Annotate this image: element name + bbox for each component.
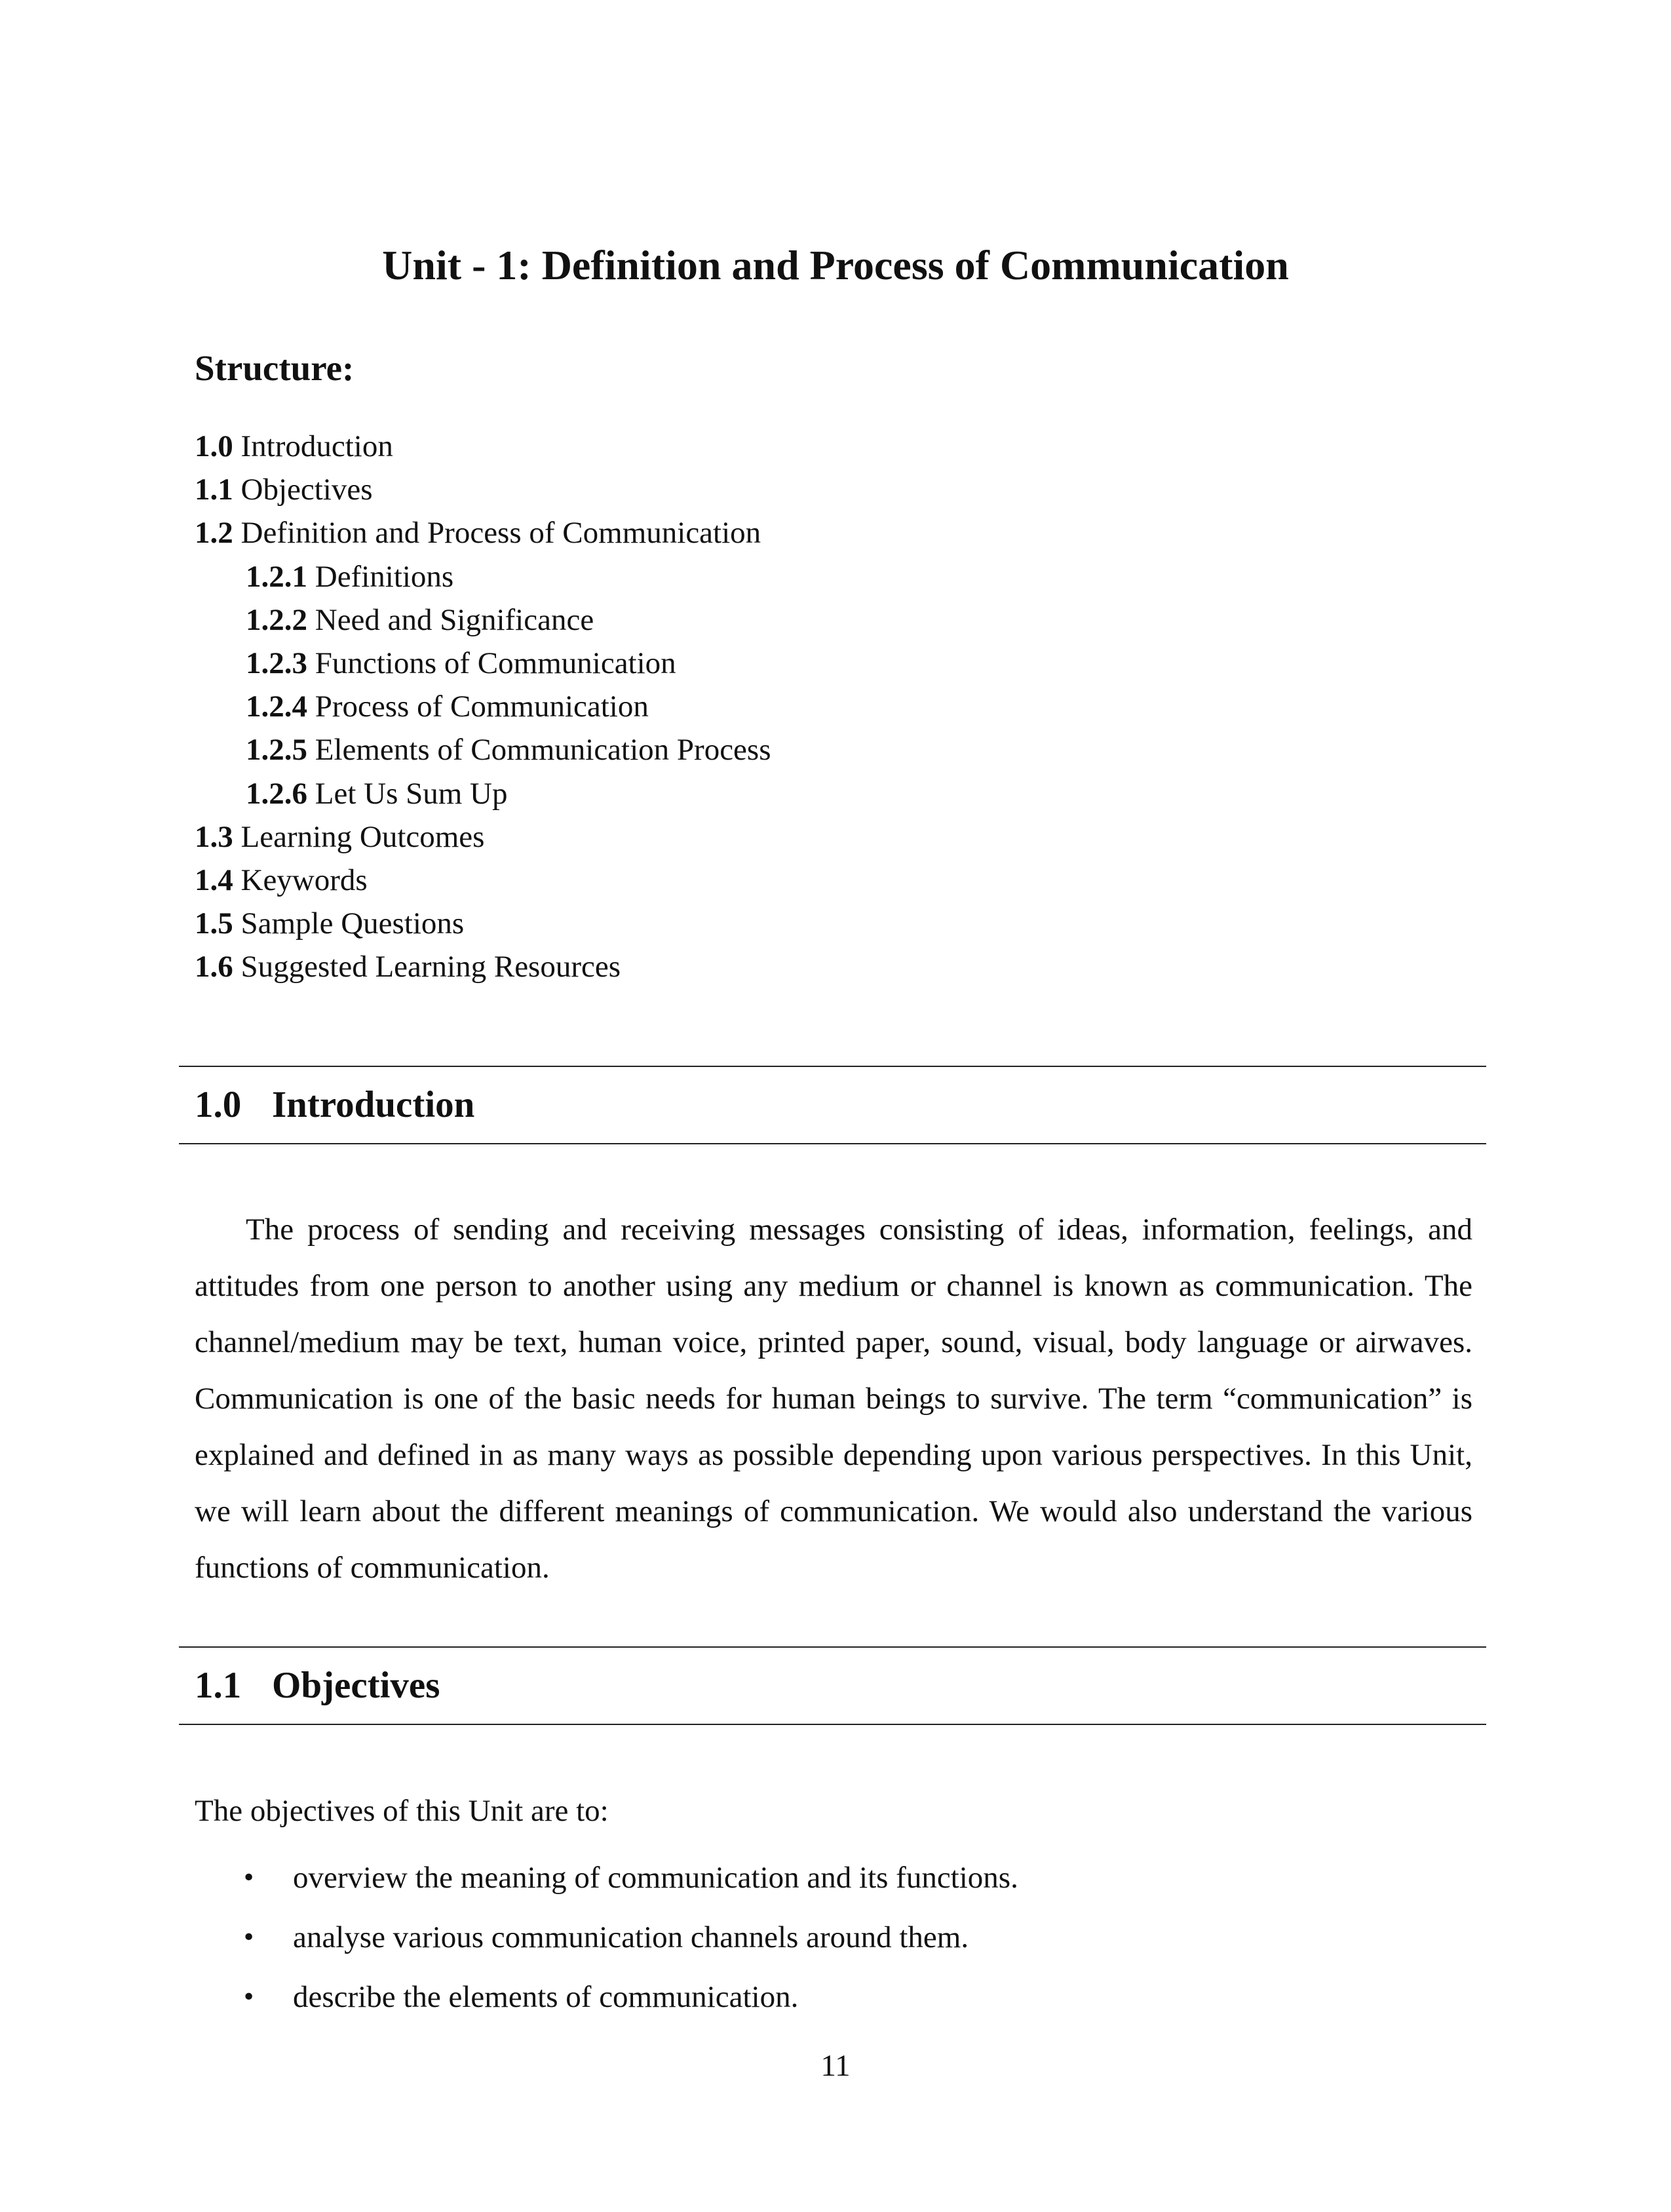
structure-item-label: Elements of Communication Process bbox=[307, 733, 771, 767]
structure-item-number: 1.2.3 bbox=[246, 646, 307, 681]
structure-list bbox=[195, 425, 1440, 989]
structure-item-number: 1.1 bbox=[195, 473, 233, 507]
structure-subitem bbox=[195, 642, 1440, 685]
structure-item-label: Functions of Communication bbox=[307, 646, 676, 681]
section-divider bbox=[179, 1724, 1486, 1725]
structure-item bbox=[195, 511, 1440, 554]
section-heading-introduction bbox=[195, 1082, 474, 1128]
section-title: Objectives bbox=[272, 1665, 440, 1706]
structure-item-label: Let Us Sum Up bbox=[307, 776, 508, 811]
objectives-list bbox=[195, 1848, 1472, 2027]
objective-item bbox=[195, 1848, 1472, 1908]
objective-text: overview the meaning of communication and its functions. bbox=[293, 1861, 1018, 1895]
structure-item-number: 1.2.6 bbox=[246, 776, 307, 811]
structure-item-number: 1.2.2 bbox=[246, 602, 307, 637]
bullet-icon: • bbox=[242, 1865, 256, 1892]
structure-item bbox=[195, 425, 1440, 468]
structure-item-number: 1.2.4 bbox=[246, 689, 307, 724]
page-number: 11 bbox=[820, 2049, 851, 2083]
objective-item bbox=[195, 1908, 1472, 1968]
bullet-icon: • bbox=[242, 1924, 256, 1951]
structure-subitem bbox=[195, 772, 1440, 815]
structure-item bbox=[195, 945, 1440, 988]
section-number: 1.0 bbox=[195, 1084, 242, 1125]
section-divider bbox=[179, 1066, 1486, 1067]
introduction-paragraph: The process of sending and receiving messages consisting of ideas, information, feelings, and attitudes from one person to another using any medium or channel is known as communication. The channel/medium may be text, human voice, printed paper, sound, visual, body language or airwaves. Communication is one of the basic needs for human beings to survive. The term “communication” is explained and defined in as many ways as possible depending upon various perspectives. In this Unit, we will learn about the different meanings of communication. We would also understand the various functions of communication. bbox=[195, 1213, 1472, 1585]
structure-item-number: 1.3 bbox=[195, 819, 233, 854]
structure-item-label: Objectives bbox=[233, 473, 373, 507]
objective-text: describe the elements of communication. bbox=[293, 1980, 799, 2014]
structure-item-label: Definitions bbox=[307, 559, 454, 594]
structure-item-label: Keywords bbox=[233, 863, 368, 898]
structure-item-label: Definition and Process of Communication bbox=[233, 516, 761, 551]
structure-item bbox=[195, 468, 1440, 511]
objectives-lead: The objectives of this Unit are to: bbox=[195, 1794, 609, 1828]
structure-item bbox=[195, 902, 1440, 945]
structure-subitem bbox=[195, 728, 1440, 771]
structure-subitem bbox=[195, 598, 1440, 642]
structure-subitem bbox=[195, 685, 1440, 728]
section-divider bbox=[179, 1646, 1486, 1648]
structure-item-number: 1.5 bbox=[195, 906, 233, 941]
section-divider bbox=[179, 1143, 1486, 1144]
structure-item-label: Process of Communication bbox=[307, 689, 649, 724]
section-number: 1.1 bbox=[195, 1665, 242, 1706]
bullet-icon: • bbox=[242, 1984, 256, 2011]
structure-item-label: Need and Significance bbox=[307, 602, 594, 637]
structure-item-label: Introduction bbox=[233, 429, 393, 463]
section-heading-objectives bbox=[195, 1663, 440, 1709]
structure-item-number: 1.2.5 bbox=[246, 733, 307, 767]
structure-item bbox=[195, 859, 1440, 902]
structure-item-number: 1.4 bbox=[195, 863, 233, 898]
structure-item bbox=[195, 815, 1440, 859]
structure-item-number: 1.6 bbox=[195, 950, 233, 984]
unit-title: Unit - 1: Definition and Process of Communication bbox=[382, 242, 1289, 288]
structure-subitem bbox=[195, 555, 1440, 598]
structure-item-number: 1.2 bbox=[195, 516, 233, 551]
structure-item-number: 1.0 bbox=[195, 429, 233, 463]
structure-item-label: Sample Questions bbox=[233, 906, 465, 941]
structure-item-label: Suggested Learning Resources bbox=[233, 950, 621, 984]
objective-text: analyse various communication channels around them. bbox=[293, 1920, 969, 1954]
structure-heading: Structure: bbox=[195, 348, 355, 388]
objective-item bbox=[195, 1968, 1472, 2027]
section-title: Introduction bbox=[272, 1084, 475, 1125]
structure-item-number: 1.2.1 bbox=[246, 559, 307, 594]
structure-item-label: Learning Outcomes bbox=[233, 819, 485, 854]
